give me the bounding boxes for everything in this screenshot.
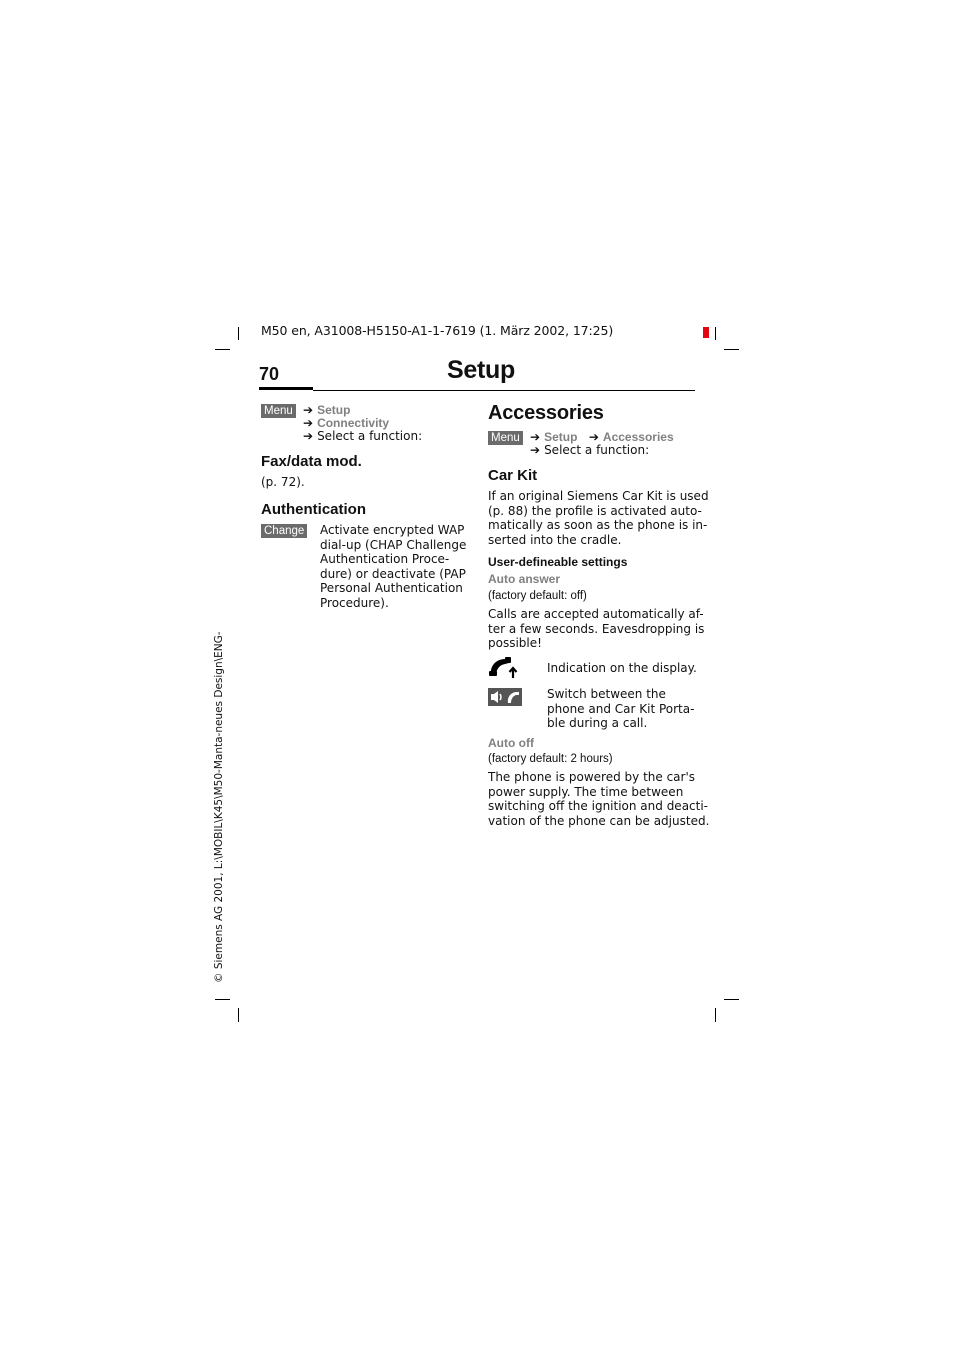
page-number-bar <box>259 387 313 390</box>
authentication-heading: Authentication <box>261 501 366 518</box>
nav-path-step: ➔ Select a function: <box>303 429 423 443</box>
menu-softkey: Menu <box>261 404 296 418</box>
change-softkey: Change <box>261 524 307 538</box>
nav-path-step: ➔ Select a function: <box>530 443 650 457</box>
auto-answer-default: (factory default: off) <box>488 590 587 602</box>
color-registration-mark <box>703 327 709 338</box>
nav-path-step: ➔ Connectivity <box>303 416 390 430</box>
icon1-description: Indication on the display. <box>547 661 697 675</box>
nav-path-step: ➔ Setup ➔ Accessories <box>530 430 674 444</box>
crop-mark <box>238 327 239 340</box>
arrow-right-icon: ➔ <box>303 416 314 430</box>
page-number: 70 <box>259 364 280 384</box>
car-kit-intro: If an original Siemens Car Kit is used (p. 88) the profile is activated auto- matically as soon as the phone is in- serted into the cradle. <box>488 489 709 547</box>
auto-off-text: The phone is powered by the car's power supply. The time between switching off the ignition and deacti- vation of the phone can be adjusted. <box>488 770 710 828</box>
car-kit-heading: Car Kit <box>488 467 538 484</box>
arrow-right-icon: ➔ <box>530 430 541 444</box>
nav-path-step: ➔ Setup <box>303 403 351 417</box>
auto-answer-phone-icon <box>488 656 518 680</box>
document-reference: M50 en, A31008-H5150-A1-1-7619 (1. März 2002, 17:25) <box>261 323 614 338</box>
auto-answer-text: Calls are accepted automatically af- ter a few seconds. Eavesdropping is possible! <box>488 607 705 651</box>
user-settings-heading: User-defineable settings <box>488 555 628 569</box>
icon2-description: Switch between the phone and Car Kit Porta- ble during a call. <box>547 687 695 731</box>
accessories-heading: Accessories <box>488 402 604 424</box>
page-title: Setup <box>447 356 515 384</box>
fax-data-text: (p. 72). <box>261 475 305 489</box>
title-rule <box>313 390 695 391</box>
crop-mark <box>215 349 230 350</box>
auto-off-default: (factory default: 2 hours) <box>488 753 613 765</box>
auto-answer-label: Auto answer <box>488 572 561 586</box>
side-copyright-note: © Siemens AG 2001, L:\MOBIL\K45\M50-Manta-neues Design\ENG- <box>213 631 225 983</box>
auto-off-label: Auto off <box>488 736 534 750</box>
crop-mark <box>724 349 739 350</box>
speaker-handset-icon <box>488 688 522 706</box>
arrow-right-icon: ➔ <box>303 403 314 417</box>
menu-softkey: Menu <box>488 431 523 445</box>
crop-mark <box>715 327 716 340</box>
crop-mark <box>215 999 230 1000</box>
authentication-text: Activate encrypted WAP dial-up (CHAP Challenge Authentication Proce- dure) or deactivate (PAP Personal Authentication Procedure). <box>320 523 467 610</box>
arrow-right-icon: ➔ <box>588 430 599 444</box>
arrow-right-icon: ➔ <box>530 443 541 457</box>
crop-mark <box>715 1008 716 1022</box>
arrow-right-icon: ➔ <box>303 429 314 443</box>
crop-mark <box>238 1008 239 1022</box>
crop-mark <box>724 999 739 1000</box>
fax-data-heading: Fax/data mod. <box>261 453 362 470</box>
